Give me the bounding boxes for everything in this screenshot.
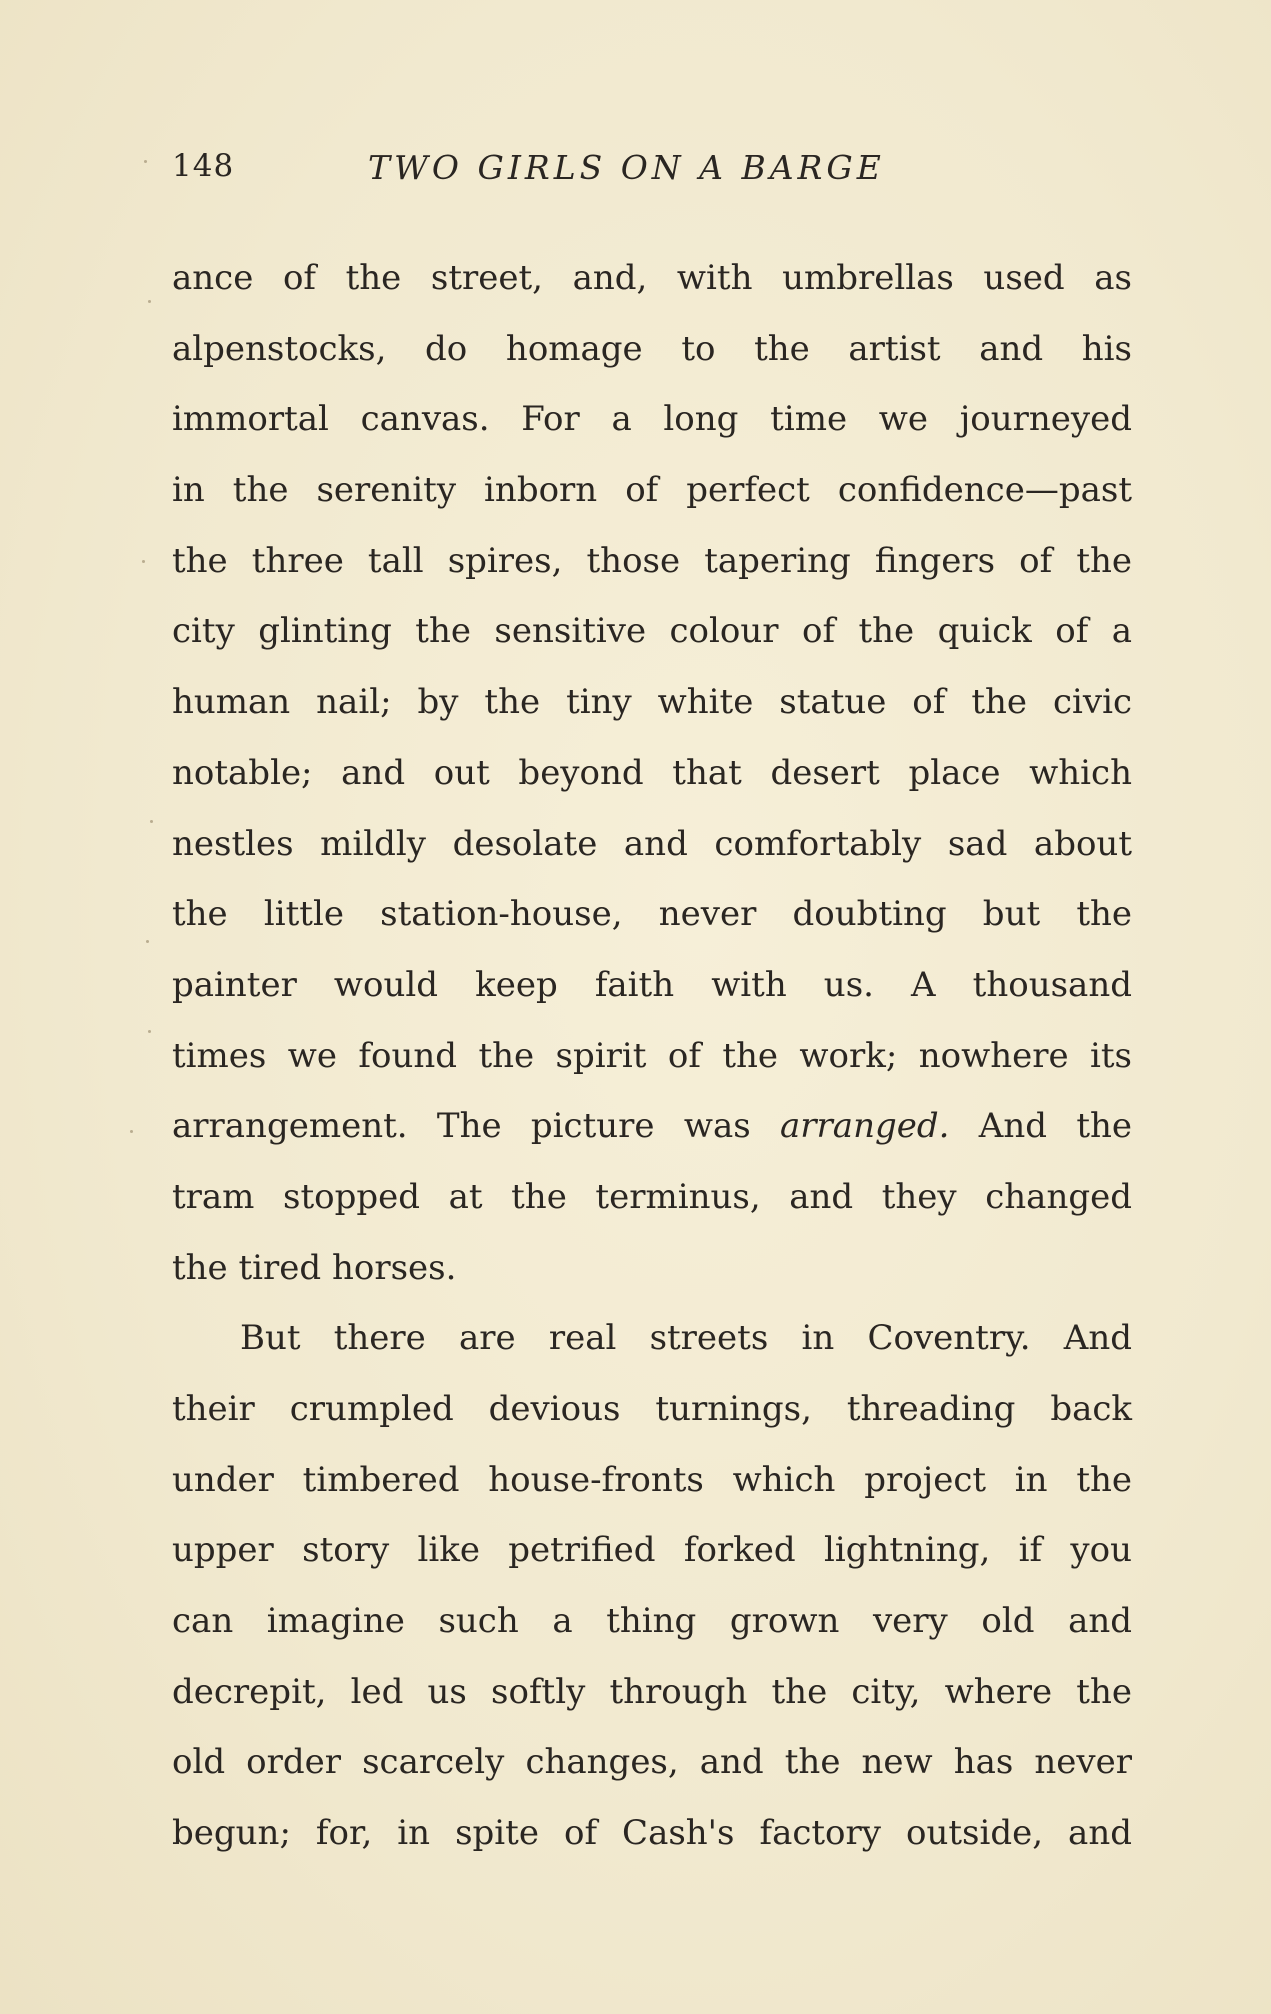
running-head — [172, 148, 1132, 198]
text-line: their crumpled devious turnings, threading back — [172, 1389, 1132, 1429]
text-line: can imagine such a thing grown very old and — [172, 1601, 1132, 1642]
text-line: ance of the street, and, with umbrellas used as — [172, 258, 1132, 298]
text-run: And the — [949, 1106, 1132, 1147]
text-line: painter would keep faith with us. A thousand — [172, 964, 1132, 1005]
text-line: notable; and out beyond that desert place which — [172, 752, 1132, 793]
speck — [142, 560, 145, 563]
speck — [150, 820, 153, 823]
text-line: nestles mildly desolate and comfortably sad about — [172, 823, 1132, 864]
body-text — [172, 243, 1132, 1869]
text-line-with-italic — [172, 1091, 1132, 1162]
page-number: 148 — [172, 148, 235, 184]
text-line: begun; for, in spite of Cash's factory outside, and — [172, 1813, 1132, 1854]
speck — [148, 1030, 151, 1033]
text-line: old order scarcely changes, and the new has never — [172, 1742, 1132, 1783]
paragraph-end-line: the tired horses. — [172, 1247, 457, 1288]
text-line: tram stopped at the terminus, and they changed — [172, 1176, 1132, 1217]
text-line: alpenstocks, do homage to the artist and his — [172, 328, 1132, 369]
text-line: times we found the spirit of the work; nowhere its — [172, 1035, 1132, 1076]
speck — [144, 160, 147, 163]
paragraph-start-line: But there are real streets in Coventry. And — [240, 1318, 1132, 1359]
italic-word: arranged. — [780, 1106, 950, 1147]
text-line: upper story like petrified forked lightning, if you — [172, 1530, 1132, 1571]
text-line: decrepit, led us softly through the city, where the — [172, 1671, 1132, 1712]
text-line: immortal canvas. For a long time we journeyed — [172, 399, 1132, 440]
running-title: TWO GIRLS ON A BARGE — [368, 148, 885, 187]
speck — [148, 300, 151, 303]
text-line: the three tall spires, those tapering fingers of the — [172, 540, 1132, 581]
text-line: in the serenity inborn of perfect confidence—past — [172, 470, 1132, 511]
text-line: city glinting the sensitive colour of the quick of a — [172, 611, 1132, 652]
text-line: human nail; by the tiny white statue of the civic — [172, 682, 1132, 723]
text-line: under timbered house-fronts which project in the — [172, 1459, 1132, 1500]
text-run: arrangement. The picture was — [172, 1106, 781, 1147]
speck — [130, 1130, 133, 1133]
margin-specks — [140, 140, 160, 1140]
speck — [146, 940, 149, 943]
text-line: the little station-house, never doubting but the — [172, 894, 1132, 935]
